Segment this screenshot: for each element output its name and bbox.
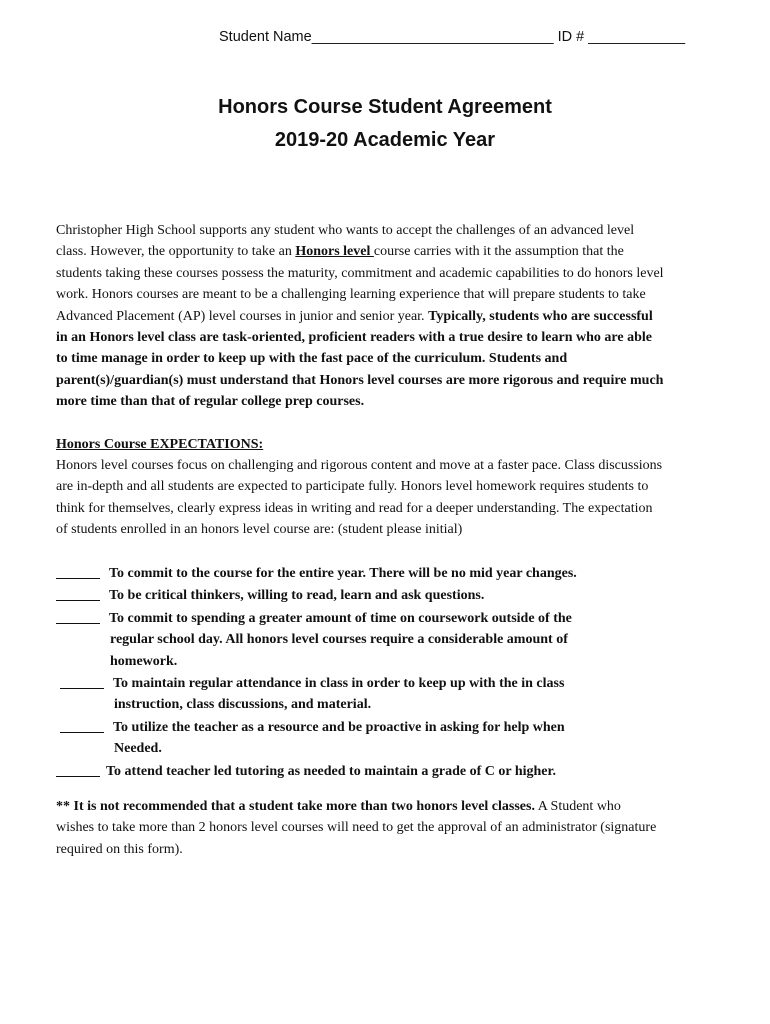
- initial-item: [56, 760, 716, 782]
- initial-blank[interactable]: [56, 564, 100, 579]
- intro-text: course carries with it the assumption that the: [373, 244, 624, 260]
- intro-line: Christopher High School supports any student who wants to accept the challenges of an advanced level: [56, 223, 635, 238]
- item-text: To maintain regular attendance in class in order to keep up with the in class: [113, 676, 565, 692]
- intro-line: students taking these courses possess the maturity, commitment and academic capabilities to do honors level: [56, 265, 664, 281]
- intro-line: [56, 306, 716, 327]
- intro-line: [56, 241, 716, 262]
- intro-bold-line: parent(s)/guardian(s) must understand that Honors level courses are more rigorous and require much: [56, 372, 664, 388]
- student-name-field[interactable]: Student Name______________________________: [219, 29, 554, 45]
- initial-items-list: [56, 562, 716, 782]
- expectations-paragraph: [56, 455, 716, 541]
- item-text: To commit to spending a greater amount of time on coursework outside of the: [109, 610, 572, 626]
- academic-year-title: 2019-20 Academic Year: [274, 129, 496, 151]
- expectations-line: Honors level courses focus on challenging and rigorous content and move at a faster pace. Class discussions: [56, 458, 663, 473]
- item-continuation: Needed.: [114, 741, 162, 757]
- item-continuation: homework.: [110, 653, 178, 669]
- item-text: To utilize the teacher as a resource and be proactive in asking for help when: [113, 719, 565, 735]
- header-fields: [219, 29, 685, 45]
- initial-item: [56, 607, 716, 629]
- item-text: To be critical thinkers, willing to read, learn and ask questions.: [109, 588, 485, 604]
- intro-paragraph: [56, 220, 716, 413]
- footnote-bold: ** It is not recommended that a student take more than two honors level classes.: [56, 799, 535, 814]
- intro-text: Advanced Placement (AP) level courses in junior and senior year.: [56, 308, 429, 324]
- intro-bold-line: more time than that of regular college prep courses.: [56, 394, 365, 410]
- initial-blank[interactable]: [56, 586, 100, 601]
- initial-blank[interactable]: [56, 762, 100, 777]
- footnote-line: wishes to take more than 2 honors level courses will need to get the approval of an administrator (signature: [56, 820, 657, 836]
- expectations-line: of students enrolled in an honors level course are: (student please initial): [56, 522, 463, 538]
- intro-bold-line: to time manage in order to keep up with the fast pace of the curriculum. Students and: [56, 351, 568, 367]
- initial-item: [56, 562, 716, 584]
- expectations-heading-wrap: [56, 434, 716, 455]
- honors-level-emphasis: Honors level: [295, 244, 374, 260]
- footnote-paragraph: [56, 796, 716, 860]
- item-text: To commit to the course for the entire year. There will be no mid year changes.: [109, 566, 577, 581]
- footnote-text: A Student who: [534, 799, 621, 814]
- student-id-field[interactable]: ID # ____________: [557, 29, 686, 45]
- footnote-line: [56, 796, 716, 817]
- intro-text: class. However, the opportunity to take an: [56, 244, 296, 260]
- initial-blank[interactable]: [60, 718, 104, 733]
- initial-blank[interactable]: [56, 609, 100, 624]
- intro-bold-line: in an Honors level class are task-oriented, proficient readers with a true desire to learn who are able: [56, 330, 652, 346]
- initial-item: [56, 584, 716, 606]
- initial-blank[interactable]: [60, 674, 104, 689]
- expectations-line: think for themselves, clearly express ideas in writing and read for a deeper understanding. The expectation: [56, 500, 653, 516]
- initial-item: [56, 672, 716, 694]
- expectations-line: are in-depth and all students are expected to participate fully. Honors level homework requires students to: [56, 479, 649, 495]
- intro-line: work. Honors courses are meant to be a challenging learning experience that will prepare students to take: [56, 287, 646, 303]
- initial-item: [56, 716, 716, 738]
- footnote-line: required on this form).: [56, 841, 183, 857]
- item-continuation: regular school day. All honors level courses require a considerable amount of: [110, 632, 568, 648]
- item-text: To attend teacher led tutoring as needed to maintain a grade of C or higher.: [106, 763, 556, 779]
- intro-bold-text: Typically, students who are successful: [428, 308, 653, 324]
- expectations-heading: Honors Course EXPECTATIONS:: [56, 437, 264, 452]
- item-continuation: instruction, class discussions, and material.: [114, 697, 372, 713]
- document-title: Honors Course Student Agreement: [218, 96, 552, 118]
